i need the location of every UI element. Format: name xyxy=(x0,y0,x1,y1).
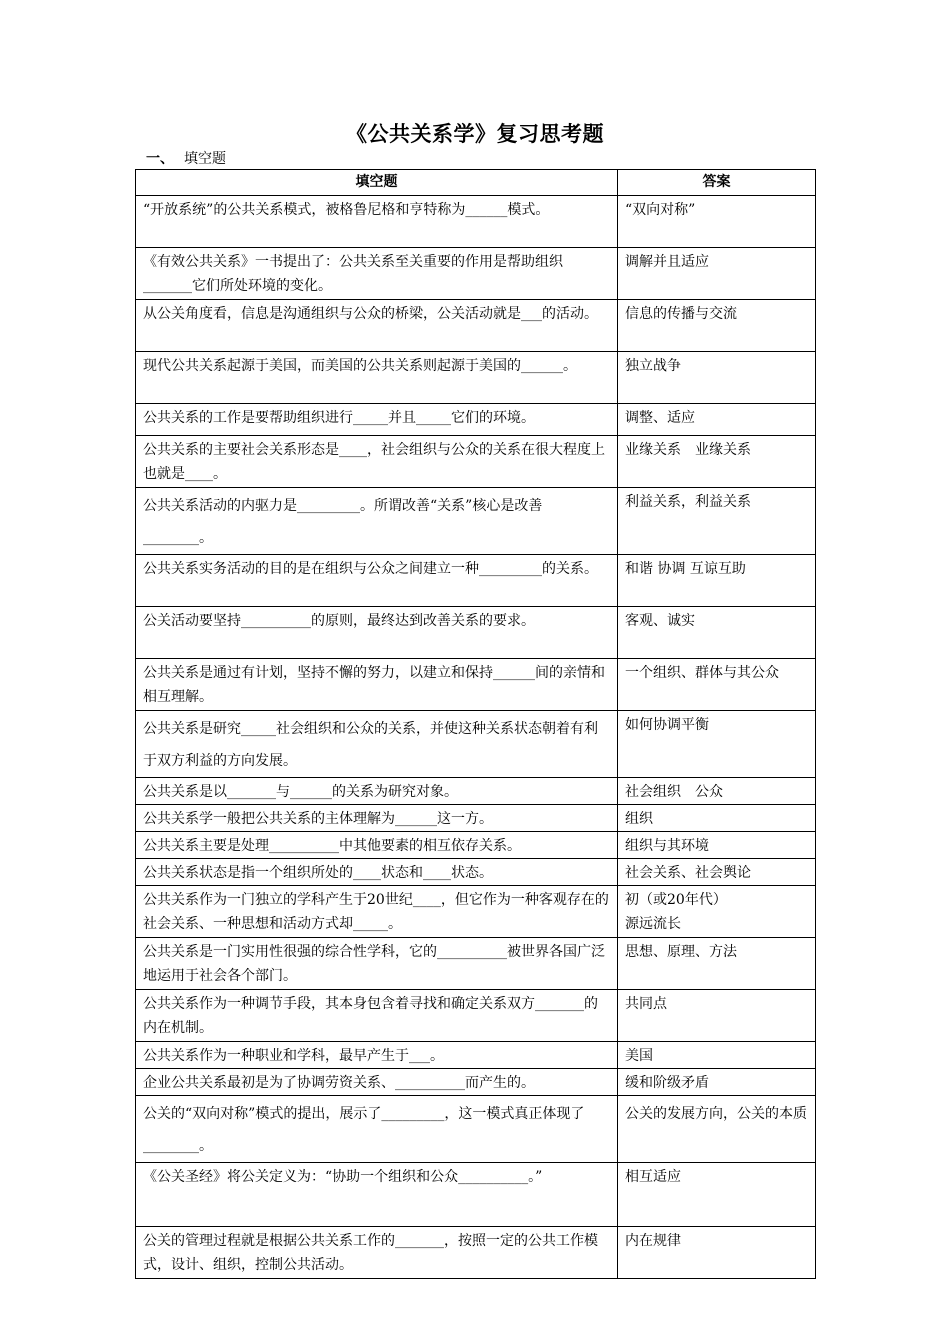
question-cell: 《有效公共关系》一书提出了：公共关系至关重要的作用是帮助组织_______它们所处环境的变化。 xyxy=(136,248,618,300)
question-cell: 公共关系是研究_____社会组织和公众的关系，并使这种关系状态朝着有利于双方利益的方向发展。 xyxy=(136,711,618,778)
table-row xyxy=(136,990,816,1042)
answer-cell: 业缘关系 业缘关系 xyxy=(618,436,816,488)
table-row xyxy=(136,248,816,300)
table-row xyxy=(136,832,816,859)
question-cell: 公共关系作为一种职业和学科，最早产生于___。 xyxy=(136,1042,618,1069)
question-cell: 公关的“双向对称”模式的提出，展示了_________，这一模式真正体现了________。 xyxy=(136,1096,618,1163)
table-row xyxy=(136,859,816,886)
header-question: 填空题 xyxy=(136,170,618,196)
question-cell: 公共关系主要是处理__________中其他要素的相互依存关系。 xyxy=(136,832,618,859)
answer-cell: 共同点 xyxy=(618,990,816,1042)
header-answer: 答案 xyxy=(618,170,816,196)
answer-cell: 内在规律 xyxy=(618,1227,816,1279)
table-row xyxy=(136,711,816,778)
question-cell: 公共关系学一般把公共关系的主体理解为______这一方。 xyxy=(136,805,618,832)
table-row xyxy=(136,938,816,990)
table-row xyxy=(136,1227,816,1279)
question-cell: 公共关系作为一种调节手段，其本身包含着寻找和确定关系双方_______的内在机制。 xyxy=(136,990,618,1042)
question-cell: 《公关圣经》将公关定义为：“协助一个组织和公众__________。” xyxy=(136,1163,618,1227)
answer-cell: 客观、诚实 xyxy=(618,607,816,659)
answer-cell: 社会关系、社会舆论 xyxy=(618,859,816,886)
answer-cell: 公关的发展方向，公关的本质 xyxy=(618,1096,816,1163)
question-cell: “开放系统”的公共关系模式，被格鲁尼格和亨特称为______模式。 xyxy=(136,196,618,248)
answer-cell: 如何协调平衡 xyxy=(618,711,816,778)
answer-cell: 社会组织 公众 xyxy=(618,778,816,805)
table-row xyxy=(136,488,816,555)
table-row xyxy=(136,436,816,488)
answer-cell: 利益关系，利益关系 xyxy=(618,488,816,555)
answer-cell: 组织与其环境 xyxy=(618,832,816,859)
question-cell: 公关的管理过程就是根据公共关系工作的_______，按照一定的公共工作模式，设计、组织，控制公共活动。 xyxy=(136,1227,618,1279)
question-cell: 公共关系的主要社会关系形态是____，社会组织与公众的关系在很大程度上也就是____。 xyxy=(136,436,618,488)
answer-cell: 和谐 协调 互谅互助 xyxy=(618,555,816,607)
answer-cell: “双向对称” xyxy=(618,196,816,248)
question-cell: 公关活动要坚持__________的原则，最终达到改善关系的要求。 xyxy=(136,607,618,659)
answer-cell: 缓和阶级矛盾 xyxy=(618,1069,816,1096)
table-row xyxy=(136,1069,816,1096)
table-row xyxy=(136,404,816,436)
question-cell: 现代公共关系起源于美国，而美国的公共关系则起源于美国的______。 xyxy=(136,352,618,404)
answer-cell: 组织 xyxy=(618,805,816,832)
answer-cell: 调解并且适应 xyxy=(618,248,816,300)
questions-table xyxy=(135,169,816,1279)
table-row xyxy=(136,886,816,938)
table-row xyxy=(136,196,816,248)
table-row xyxy=(136,659,816,711)
answer-cell: 美国 xyxy=(618,1042,816,1069)
answer-cell: 信息的传播与交流 xyxy=(618,300,816,352)
page-title: 《公共关系学》复习思考题 xyxy=(346,121,604,146)
answer-cell: 一个组织、群体与其公众 xyxy=(618,659,816,711)
table-row xyxy=(136,607,816,659)
question-cell: 公共关系状态是指一个组织所处的____状态和____状态。 xyxy=(136,859,618,886)
section-heading xyxy=(146,148,226,168)
answer-cell: 调整、适应 xyxy=(618,404,816,436)
question-cell: 公共关系是通过有计划，坚持不懈的努力，以建立和保持______间的亲情和相互理解。 xyxy=(136,659,618,711)
table-row xyxy=(136,1096,816,1163)
question-cell: 从公关角度看，信息是沟通组织与公众的桥梁，公关活动就是___的活动。 xyxy=(136,300,618,352)
section-title: 填空题 xyxy=(184,151,226,167)
table-row xyxy=(136,352,816,404)
answer-cell: 独立战争 xyxy=(618,352,816,404)
answer-cell: 相互适应 xyxy=(618,1163,816,1227)
table-row xyxy=(136,300,816,352)
answer-cell: 思想、原理、方法 xyxy=(618,938,816,990)
question-cell: 企业公共关系最初是为了协调劳资关系、__________而产生的。 xyxy=(136,1069,618,1096)
question-cell: 公共关系是以_______与______的关系为研究对象。 xyxy=(136,778,618,805)
section-number: 一、 xyxy=(146,151,174,167)
question-cell: 公共关系是一门实用性很强的综合性学科，它的__________被世界各国广泛地运用于社会各个部门。 xyxy=(136,938,618,990)
question-cell: 公共关系的工作是要帮助组织进行_____并且_____它们的环境。 xyxy=(136,404,618,436)
table-row xyxy=(136,1163,816,1227)
question-cell: 公共关系作为一门独立的学科产生于20世纪____，但它作为一种客观存在的社会关系、一种思想和活动方式却_____。 xyxy=(136,886,618,938)
table-row xyxy=(136,805,816,832)
answer-cell: 初（或20年代） 源远流长 xyxy=(618,886,816,938)
table-header-row xyxy=(136,170,816,196)
question-cell: 公共关系活动的内驱力是_________。所谓改善“关系”核心是改善________。 xyxy=(136,488,618,555)
question-cell: 公共关系实务活动的目的是在组织与公众之间建立一种_________的关系。 xyxy=(136,555,618,607)
table-row xyxy=(136,555,816,607)
table-row xyxy=(136,1042,816,1069)
table-row xyxy=(136,778,816,805)
